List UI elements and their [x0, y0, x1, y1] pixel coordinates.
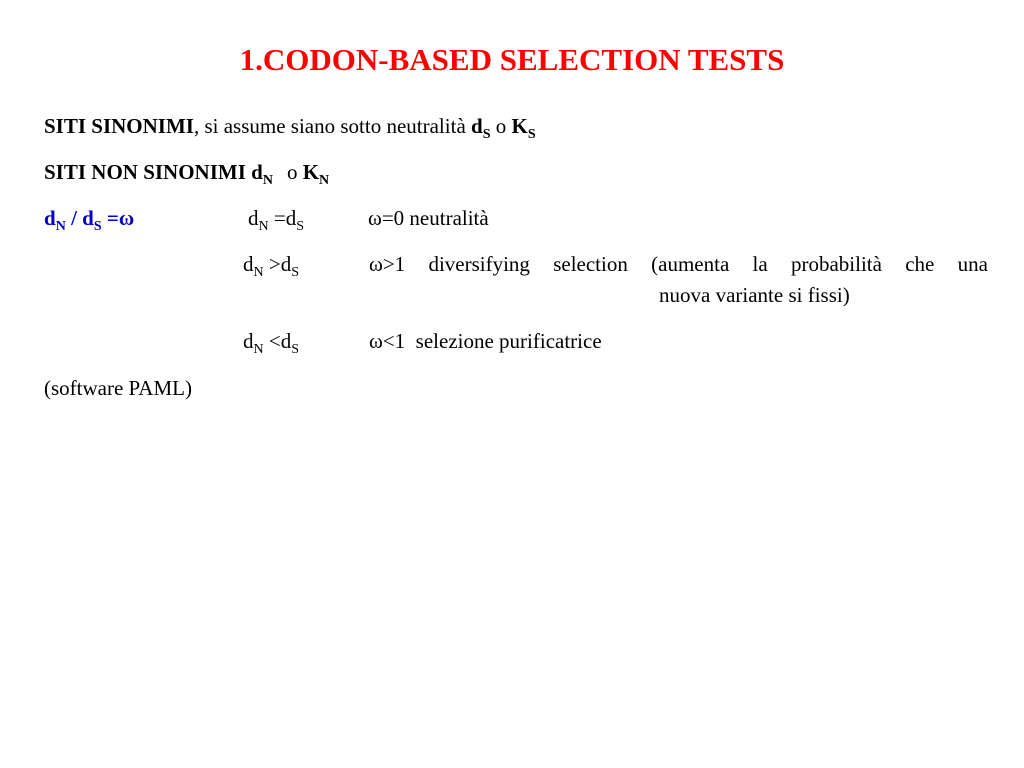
- case-neutral-desc: ω=0 neutralità: [368, 206, 489, 230]
- case-purifying-line: [0, 328, 1024, 357]
- ds-symbol: $d_S$: [471, 114, 491, 142]
- case-diversifying-expr: $d_N >d_S$: [243, 252, 300, 280]
- case-purifying-desc: ω<1 selezione purificatrice: [369, 329, 602, 353]
- case-diversifying-desc-cont: nuova variante si fissi): [659, 283, 850, 307]
- case-neutral-expr: $d_N =d_S$: [248, 206, 305, 234]
- case-diversifying-line: [0, 251, 1024, 311]
- slide-title: 1.CODON-BASED SELECTION TESTS: [239, 42, 785, 77]
- omega-ratio: $d_N / d_S =\omega$: [44, 206, 135, 234]
- software-note: (software PAML): [44, 376, 192, 400]
- nonsynonymous-sites-term: SITI NON SINONIMI: [44, 160, 252, 184]
- kn-symbol: $K_N$: [302, 160, 330, 188]
- or-text: o: [286, 160, 303, 184]
- dn-symbol: $d_N$: [251, 160, 273, 188]
- ks-symbol: $K_S$: [511, 114, 536, 142]
- or-text: o: [490, 114, 512, 138]
- case-purifying-expr: $d_N <d_S$: [243, 329, 300, 357]
- case-diversifying-desc: ω>1 diversifying selection (aumenta la probabilità che una: [369, 252, 988, 276]
- synonymous-sites-text: , si assume siano sotto neutralità: [193, 114, 472, 138]
- nonsynonymous-sites-line: [44, 159, 330, 188]
- synonymous-sites-term: SITI SINONIMI: [44, 114, 194, 138]
- synonymous-sites-line: [44, 113, 536, 142]
- omega-ratio-line: [0, 205, 1024, 234]
